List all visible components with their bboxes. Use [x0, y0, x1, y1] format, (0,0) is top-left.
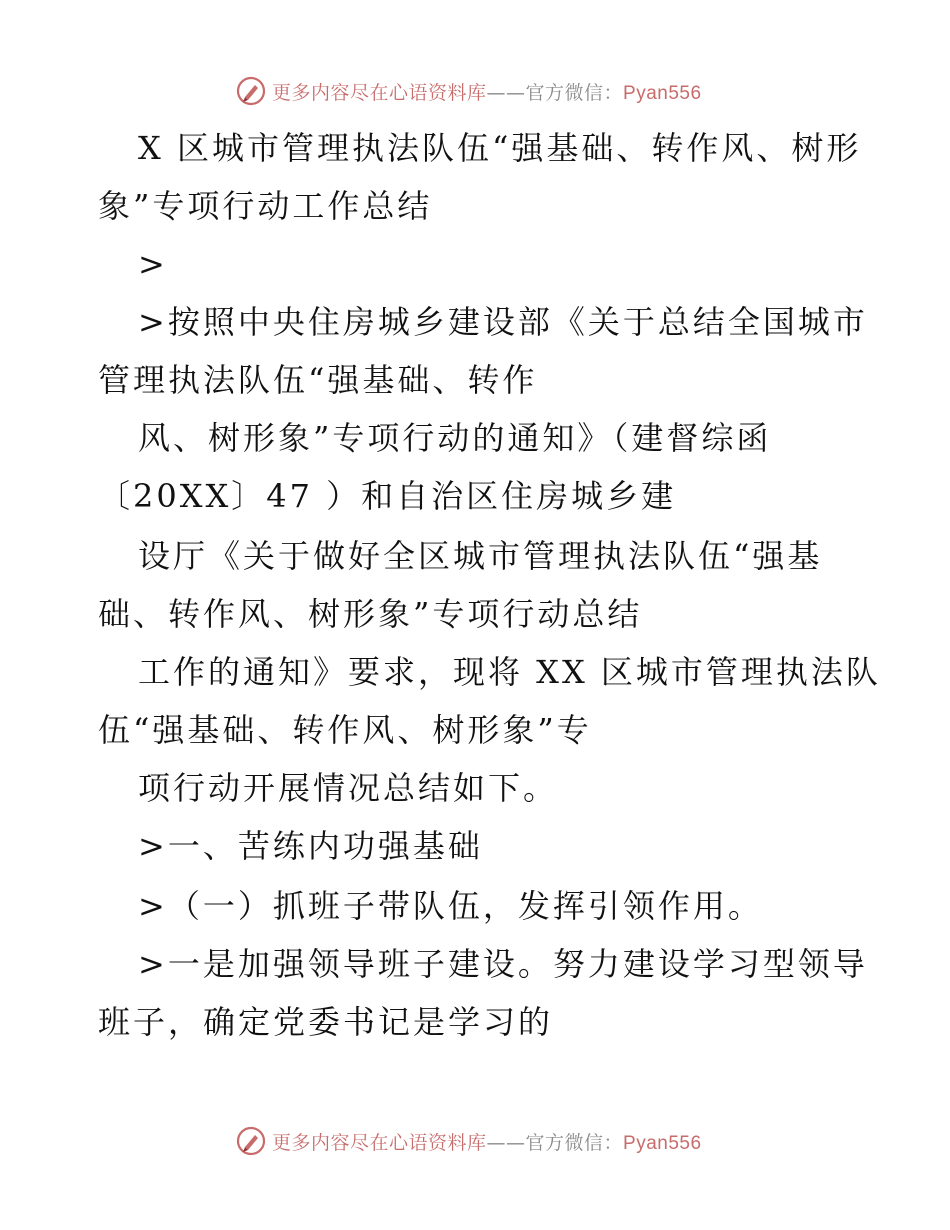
text-line: 象”专项行动工作总结 — [98, 187, 433, 225]
text-line: >（一）抓班子带队伍，发挥引领作用。 — [138, 887, 763, 925]
watermark-label: 官方微信： — [525, 81, 624, 104]
footer-watermark — [236, 1124, 702, 1158]
text-line: 设厅《关于做好全区城市管理执法队伍“强基 — [138, 537, 823, 575]
watermark-id: Pyan556 — [623, 82, 702, 104]
text-line: X 区城市管理执法队伍“强基础、转作风、树形 — [138, 129, 862, 167]
watermark-text — [272, 1128, 702, 1155]
text-line: 风、树形象”专项行动的通知》（建督综函 — [138, 419, 772, 457]
text-line: >按照中央住房城乡建设部《关于总结全国城市 — [138, 303, 868, 341]
pen-logo-icon — [236, 1126, 266, 1156]
text-line: 管理执法队伍“强基础、转作 — [98, 361, 538, 399]
watermark-separator: —— — [486, 81, 526, 104]
watermark-label: 官方微信： — [525, 1131, 624, 1154]
text-line: 项行动开展情况总结如下。 — [138, 769, 559, 807]
text-line: >一、苦练内功强基础 — [138, 827, 483, 865]
pen-logo-icon — [236, 76, 266, 106]
text-line: 工作的通知》要求，现将 XX 区城市管理执法队 — [138, 653, 881, 691]
text-line: 班子，确定党委书记是学习的 — [98, 1003, 554, 1041]
text-line: >一是加强领导班子建设。努力建设学习型领导 — [138, 945, 868, 983]
header-watermark — [236, 74, 702, 108]
text-line: 础、转作风、树形象”专项行动总结 — [98, 595, 643, 633]
watermark-site-text: 更多内容尽在心语资料库 — [272, 1131, 487, 1154]
watermark-separator: —— — [486, 1131, 526, 1154]
watermark-id: Pyan556 — [623, 1132, 702, 1154]
text-line: 伍“强基础、转作风、树形象”专 — [98, 711, 592, 749]
text-line: 〔20XX〕47 ）和自治区住房城乡建 — [98, 477, 677, 515]
text-line: > — [138, 245, 168, 283]
watermark-site-text: 更多内容尽在心语资料库 — [272, 81, 487, 104]
watermark-text — [272, 78, 702, 105]
